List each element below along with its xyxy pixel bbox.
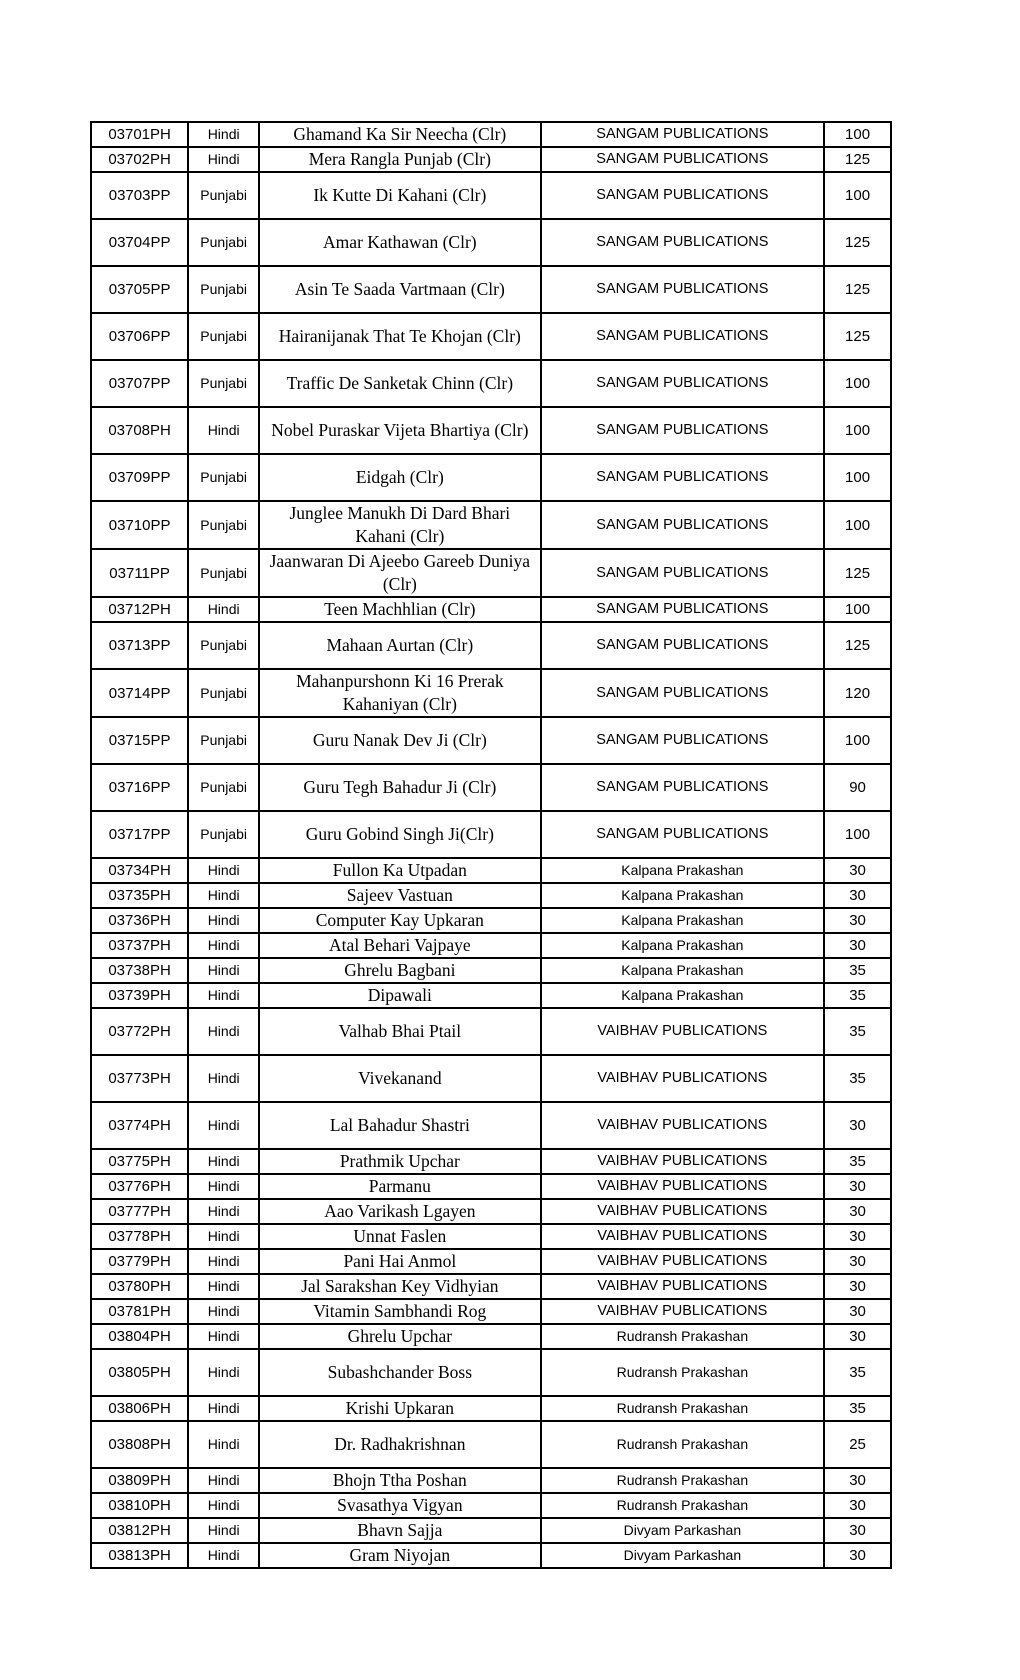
- publisher-cell: Rudransh Prakashan: [541, 1349, 825, 1396]
- language-cell: Punjabi: [188, 219, 259, 266]
- book-title-cell: Amar Kathawan (Clr): [259, 219, 541, 266]
- price-cell: 100: [824, 501, 891, 549]
- language-cell: Punjabi: [188, 172, 259, 219]
- price-cell: 30: [824, 1468, 891, 1493]
- table-row: [91, 1274, 891, 1299]
- language-cell: Punjabi: [188, 811, 259, 858]
- table-row: [91, 1349, 891, 1396]
- table-row: [91, 1493, 891, 1518]
- language-cell: Hindi: [188, 1199, 259, 1224]
- table-row: [91, 883, 891, 908]
- book-title-cell: Dr. Radhakrishnan: [259, 1421, 541, 1468]
- language-cell: Hindi: [188, 122, 259, 147]
- publisher-cell: Divyam Parkashan: [541, 1543, 825, 1568]
- price-cell: 35: [824, 1149, 891, 1174]
- language-cell: Punjabi: [188, 266, 259, 313]
- language-cell: Punjabi: [188, 717, 259, 764]
- publisher-cell: Kalpana Prakashan: [541, 933, 825, 958]
- price-cell: 35: [824, 1396, 891, 1421]
- publisher-cell: Rudransh Prakashan: [541, 1468, 825, 1493]
- price-cell: 30: [824, 883, 891, 908]
- book-title-cell: Computer Kay Upkaran: [259, 908, 541, 933]
- price-cell: 100: [824, 360, 891, 407]
- publisher-cell: VAIBHAV PUBLICATIONS: [541, 1249, 825, 1274]
- book-title-cell: Subashchander Boss: [259, 1349, 541, 1396]
- price-cell: 30: [824, 1518, 891, 1543]
- book-code-cell: 03702PH: [91, 147, 188, 172]
- book-title-cell: Teen Machhlian (Clr): [259, 597, 541, 622]
- publisher-cell: Kalpana Prakashan: [541, 958, 825, 983]
- table-row: [91, 266, 891, 313]
- table-row: [91, 983, 891, 1008]
- table-row: [91, 597, 891, 622]
- price-cell: 30: [824, 908, 891, 933]
- table-row: [91, 1008, 891, 1055]
- book-code-cell: 03776PH: [91, 1174, 188, 1199]
- table-row: [91, 1199, 891, 1224]
- table-row: [91, 1055, 891, 1102]
- price-cell: 25: [824, 1421, 891, 1468]
- publisher-cell: SANGAM PUBLICATIONS: [541, 717, 825, 764]
- publisher-cell: VAIBHAV PUBLICATIONS: [541, 1149, 825, 1174]
- price-cell: 30: [824, 1249, 891, 1274]
- book-title-cell: Jaanwaran Di Ajeebo Gareeb Duniya (Clr): [259, 549, 541, 597]
- table-row: [91, 1299, 891, 1324]
- book-title-cell: Unnat Faslen: [259, 1224, 541, 1249]
- language-cell: Hindi: [188, 1224, 259, 1249]
- publisher-cell: SANGAM PUBLICATIONS: [541, 313, 825, 360]
- book-title-cell: Pani Hai Anmol: [259, 1249, 541, 1274]
- language-cell: Hindi: [188, 883, 259, 908]
- publisher-cell: SANGAM PUBLICATIONS: [541, 669, 825, 717]
- table-row: [91, 172, 891, 219]
- table-row: [91, 908, 891, 933]
- language-cell: Hindi: [188, 1421, 259, 1468]
- publisher-cell: SANGAM PUBLICATIONS: [541, 622, 825, 669]
- price-cell: 100: [824, 122, 891, 147]
- publisher-cell: SANGAM PUBLICATIONS: [541, 501, 825, 549]
- price-cell: 100: [824, 454, 891, 501]
- publisher-cell: Rudransh Prakashan: [541, 1493, 825, 1518]
- price-cell: 120: [824, 669, 891, 717]
- table-row: [91, 1468, 891, 1493]
- publisher-cell: VAIBHAV PUBLICATIONS: [541, 1174, 825, 1199]
- table-row: [91, 219, 891, 266]
- table-row: [91, 958, 891, 983]
- book-code-cell: 03772PH: [91, 1008, 188, 1055]
- publisher-cell: VAIBHAV PUBLICATIONS: [541, 1102, 825, 1149]
- table-row: [91, 1396, 891, 1421]
- language-cell: Hindi: [188, 983, 259, 1008]
- price-cell: 35: [824, 1349, 891, 1396]
- book-code-cell: 03781PH: [91, 1299, 188, 1324]
- table-row: [91, 1518, 891, 1543]
- table-row: [91, 811, 891, 858]
- price-cell: 30: [824, 1174, 891, 1199]
- book-code-cell: 03738PH: [91, 958, 188, 983]
- book-code-cell: 03717PP: [91, 811, 188, 858]
- book-code-cell: 03734PH: [91, 858, 188, 883]
- publisher-cell: Kalpana Prakashan: [541, 883, 825, 908]
- price-cell: 30: [824, 1102, 891, 1149]
- book-title-cell: Svasathya Vigyan: [259, 1493, 541, 1518]
- book-title-cell: Mera Rangla Punjab (Clr): [259, 147, 541, 172]
- language-cell: Hindi: [188, 1174, 259, 1199]
- book-code-cell: 03777PH: [91, 1199, 188, 1224]
- language-cell: Punjabi: [188, 764, 259, 811]
- publisher-cell: SANGAM PUBLICATIONS: [541, 266, 825, 313]
- language-cell: Hindi: [188, 1518, 259, 1543]
- book-code-cell: 03704PP: [91, 219, 188, 266]
- publisher-cell: SANGAM PUBLICATIONS: [541, 549, 825, 597]
- table-row: [91, 501, 891, 549]
- book-title-cell: Ik Kutte Di Kahani (Clr): [259, 172, 541, 219]
- language-cell: Hindi: [188, 1349, 259, 1396]
- book-code-cell: 03713PP: [91, 622, 188, 669]
- price-cell: 90: [824, 764, 891, 811]
- book-code-cell: 03706PP: [91, 313, 188, 360]
- table-row: [91, 1102, 891, 1149]
- book-title-cell: Bhojn Ttha Poshan: [259, 1468, 541, 1493]
- language-cell: Punjabi: [188, 669, 259, 717]
- book-code-cell: 03709PP: [91, 454, 188, 501]
- table-row: [91, 717, 891, 764]
- publisher-cell: VAIBHAV PUBLICATIONS: [541, 1055, 825, 1102]
- table-row: [91, 669, 891, 717]
- price-cell: 30: [824, 933, 891, 958]
- publisher-cell: VAIBHAV PUBLICATIONS: [541, 1008, 825, 1055]
- price-cell: 30: [824, 858, 891, 883]
- price-cell: 30: [824, 1299, 891, 1324]
- book-title-cell: Dipawali: [259, 983, 541, 1008]
- price-cell: 125: [824, 622, 891, 669]
- book-title-cell: Hairanijanak That Te Khojan (Clr): [259, 313, 541, 360]
- book-title-cell: Ghrelu Upchar: [259, 1324, 541, 1349]
- table-row: [91, 858, 891, 883]
- price-cell: 30: [824, 1274, 891, 1299]
- book-title-cell: Lal Bahadur Shastri: [259, 1102, 541, 1149]
- book-code-cell: 03805PH: [91, 1349, 188, 1396]
- language-cell: Hindi: [188, 933, 259, 958]
- book-title-cell: Fullon Ka Utpadan: [259, 858, 541, 883]
- book-code-cell: 03809PH: [91, 1468, 188, 1493]
- book-title-cell: Prathmik Upchar: [259, 1149, 541, 1174]
- language-cell: Hindi: [188, 908, 259, 933]
- book-title-cell: Jal Sarakshan Key Vidhyian: [259, 1274, 541, 1299]
- publisher-cell: SANGAM PUBLICATIONS: [541, 122, 825, 147]
- book-title-cell: Nobel Puraskar Vijeta Bhartiya (Clr): [259, 407, 541, 454]
- book-code-cell: 03780PH: [91, 1274, 188, 1299]
- book-title-cell: Sajeev Vastuan: [259, 883, 541, 908]
- book-title-cell: Mahaan Aurtan (Clr): [259, 622, 541, 669]
- publisher-cell: SANGAM PUBLICATIONS: [541, 219, 825, 266]
- book-code-cell: 03712PH: [91, 597, 188, 622]
- language-cell: Punjabi: [188, 622, 259, 669]
- table-row: [91, 1249, 891, 1274]
- book-code-cell: 03808PH: [91, 1421, 188, 1468]
- book-title-cell: Parmanu: [259, 1174, 541, 1199]
- book-title-cell: Vivekanand: [259, 1055, 541, 1102]
- book-code-cell: 03739PH: [91, 983, 188, 1008]
- book-title-cell: Guru Tegh Bahadur Ji (Clr): [259, 764, 541, 811]
- price-cell: 125: [824, 549, 891, 597]
- publisher-cell: VAIBHAV PUBLICATIONS: [541, 1199, 825, 1224]
- book-code-cell: 03708PH: [91, 407, 188, 454]
- language-cell: Punjabi: [188, 501, 259, 549]
- publisher-cell: SANGAM PUBLICATIONS: [541, 597, 825, 622]
- table-row: [91, 147, 891, 172]
- book-title-cell: Guru Gobind Singh Ji(Clr): [259, 811, 541, 858]
- table-row: [91, 1224, 891, 1249]
- price-cell: 30: [824, 1224, 891, 1249]
- publisher-cell: Rudransh Prakashan: [541, 1324, 825, 1349]
- book-code-cell: 03701PH: [91, 122, 188, 147]
- price-cell: 30: [824, 1543, 891, 1568]
- book-code-cell: 03736PH: [91, 908, 188, 933]
- book-list-table: [90, 121, 892, 1569]
- table-row: [91, 122, 891, 147]
- language-cell: Hindi: [188, 1249, 259, 1274]
- book-title-cell: Gram Niyojan: [259, 1543, 541, 1568]
- book-code-cell: 03716PP: [91, 764, 188, 811]
- book-code-cell: 03737PH: [91, 933, 188, 958]
- book-title-cell: Mahanpurshonn Ki 16 Prerak Kahaniyan (Clr): [259, 669, 541, 717]
- publisher-cell: SANGAM PUBLICATIONS: [541, 764, 825, 811]
- price-cell: 100: [824, 597, 891, 622]
- publisher-cell: Divyam Parkashan: [541, 1518, 825, 1543]
- price-cell: 125: [824, 266, 891, 313]
- book-code-cell: 03703PP: [91, 172, 188, 219]
- table-row: [91, 313, 891, 360]
- price-cell: 100: [824, 717, 891, 764]
- table-row: [91, 1324, 891, 1349]
- publisher-cell: Rudransh Prakashan: [541, 1396, 825, 1421]
- language-cell: Hindi: [188, 1102, 259, 1149]
- price-cell: 35: [824, 958, 891, 983]
- book-code-cell: 03810PH: [91, 1493, 188, 1518]
- price-cell: 125: [824, 313, 891, 360]
- book-code-cell: 03804PH: [91, 1324, 188, 1349]
- price-cell: 35: [824, 1008, 891, 1055]
- language-cell: Hindi: [188, 1543, 259, 1568]
- book-title-cell: Atal Behari Vajpaye: [259, 933, 541, 958]
- book-title-cell: Ghrelu Bagbani: [259, 958, 541, 983]
- book-title-cell: Traffic De Sanketak Chinn (Clr): [259, 360, 541, 407]
- book-title-cell: Eidgah (Clr): [259, 454, 541, 501]
- table-row: [91, 407, 891, 454]
- book-title-cell: Valhab Bhai Ptail: [259, 1008, 541, 1055]
- language-cell: Hindi: [188, 1468, 259, 1493]
- language-cell: Punjabi: [188, 360, 259, 407]
- language-cell: Hindi: [188, 597, 259, 622]
- book-code-cell: 03779PH: [91, 1249, 188, 1274]
- book-code-cell: 03778PH: [91, 1224, 188, 1249]
- book-title-cell: Krishi Upkaran: [259, 1396, 541, 1421]
- table-row: [91, 764, 891, 811]
- price-cell: 100: [824, 811, 891, 858]
- language-cell: Hindi: [188, 858, 259, 883]
- language-cell: Hindi: [188, 407, 259, 454]
- price-cell: 35: [824, 983, 891, 1008]
- book-code-cell: 03775PH: [91, 1149, 188, 1174]
- book-code-cell: 03714PP: [91, 669, 188, 717]
- publisher-cell: VAIBHAV PUBLICATIONS: [541, 1274, 825, 1299]
- book-code-cell: 03707PP: [91, 360, 188, 407]
- language-cell: Hindi: [188, 1493, 259, 1518]
- price-cell: 30: [824, 1324, 891, 1349]
- book-code-cell: 03715PP: [91, 717, 188, 764]
- table-row: [91, 1149, 891, 1174]
- book-code-cell: 03813PH: [91, 1543, 188, 1568]
- table-row: [91, 454, 891, 501]
- publisher-cell: VAIBHAV PUBLICATIONS: [541, 1224, 825, 1249]
- book-code-cell: 03812PH: [91, 1518, 188, 1543]
- table-row: [91, 360, 891, 407]
- publisher-cell: SANGAM PUBLICATIONS: [541, 360, 825, 407]
- book-code-cell: 03710PP: [91, 501, 188, 549]
- book-code-cell: 03773PH: [91, 1055, 188, 1102]
- publisher-cell: SANGAM PUBLICATIONS: [541, 811, 825, 858]
- language-cell: Punjabi: [188, 549, 259, 597]
- table-row: [91, 1543, 891, 1568]
- price-cell: 30: [824, 1199, 891, 1224]
- language-cell: Hindi: [188, 1274, 259, 1299]
- language-cell: Hindi: [188, 1055, 259, 1102]
- publisher-cell: Kalpana Prakashan: [541, 858, 825, 883]
- book-code-cell: 03806PH: [91, 1396, 188, 1421]
- book-title-cell: Junglee Manukh Di Dard Bhari Kahani (Clr): [259, 501, 541, 549]
- publisher-cell: SANGAM PUBLICATIONS: [541, 407, 825, 454]
- book-title-cell: Asin Te Saada Vartmaan (Clr): [259, 266, 541, 313]
- book-list-body: [91, 122, 891, 1568]
- table-row: [91, 1174, 891, 1199]
- book-title-cell: Bhavn Sajja: [259, 1518, 541, 1543]
- book-code-cell: 03711PP: [91, 549, 188, 597]
- book-code-cell: 03735PH: [91, 883, 188, 908]
- table-row: [91, 1421, 891, 1468]
- book-title-cell: Aao Varikash Lgayen: [259, 1199, 541, 1224]
- language-cell: Hindi: [188, 1149, 259, 1174]
- book-title-cell: Vitamin Sambhandi Rog: [259, 1299, 541, 1324]
- language-cell: Hindi: [188, 147, 259, 172]
- language-cell: Hindi: [188, 1396, 259, 1421]
- language-cell: Punjabi: [188, 313, 259, 360]
- language-cell: Hindi: [188, 1324, 259, 1349]
- publisher-cell: VAIBHAV PUBLICATIONS: [541, 1299, 825, 1324]
- publisher-cell: SANGAM PUBLICATIONS: [541, 454, 825, 501]
- price-cell: 100: [824, 172, 891, 219]
- language-cell: Hindi: [188, 958, 259, 983]
- publisher-cell: SANGAM PUBLICATIONS: [541, 147, 825, 172]
- table-row: [91, 622, 891, 669]
- language-cell: Punjabi: [188, 454, 259, 501]
- language-cell: Hindi: [188, 1008, 259, 1055]
- publisher-cell: Kalpana Prakashan: [541, 983, 825, 1008]
- price-cell: 30: [824, 1493, 891, 1518]
- table-row: [91, 549, 891, 597]
- book-code-cell: 03705PP: [91, 266, 188, 313]
- publisher-cell: SANGAM PUBLICATIONS: [541, 172, 825, 219]
- price-cell: 35: [824, 1055, 891, 1102]
- publisher-cell: Kalpana Prakashan: [541, 908, 825, 933]
- table-row: [91, 933, 891, 958]
- book-title-cell: Guru Nanak Dev Ji (Clr): [259, 717, 541, 764]
- price-cell: 125: [824, 219, 891, 266]
- language-cell: Hindi: [188, 1299, 259, 1324]
- publisher-cell: Rudransh Prakashan: [541, 1421, 825, 1468]
- price-cell: 100: [824, 407, 891, 454]
- book-code-cell: 03774PH: [91, 1102, 188, 1149]
- book-title-cell: Ghamand Ka Sir Neecha (Clr): [259, 122, 541, 147]
- price-cell: 125: [824, 147, 891, 172]
